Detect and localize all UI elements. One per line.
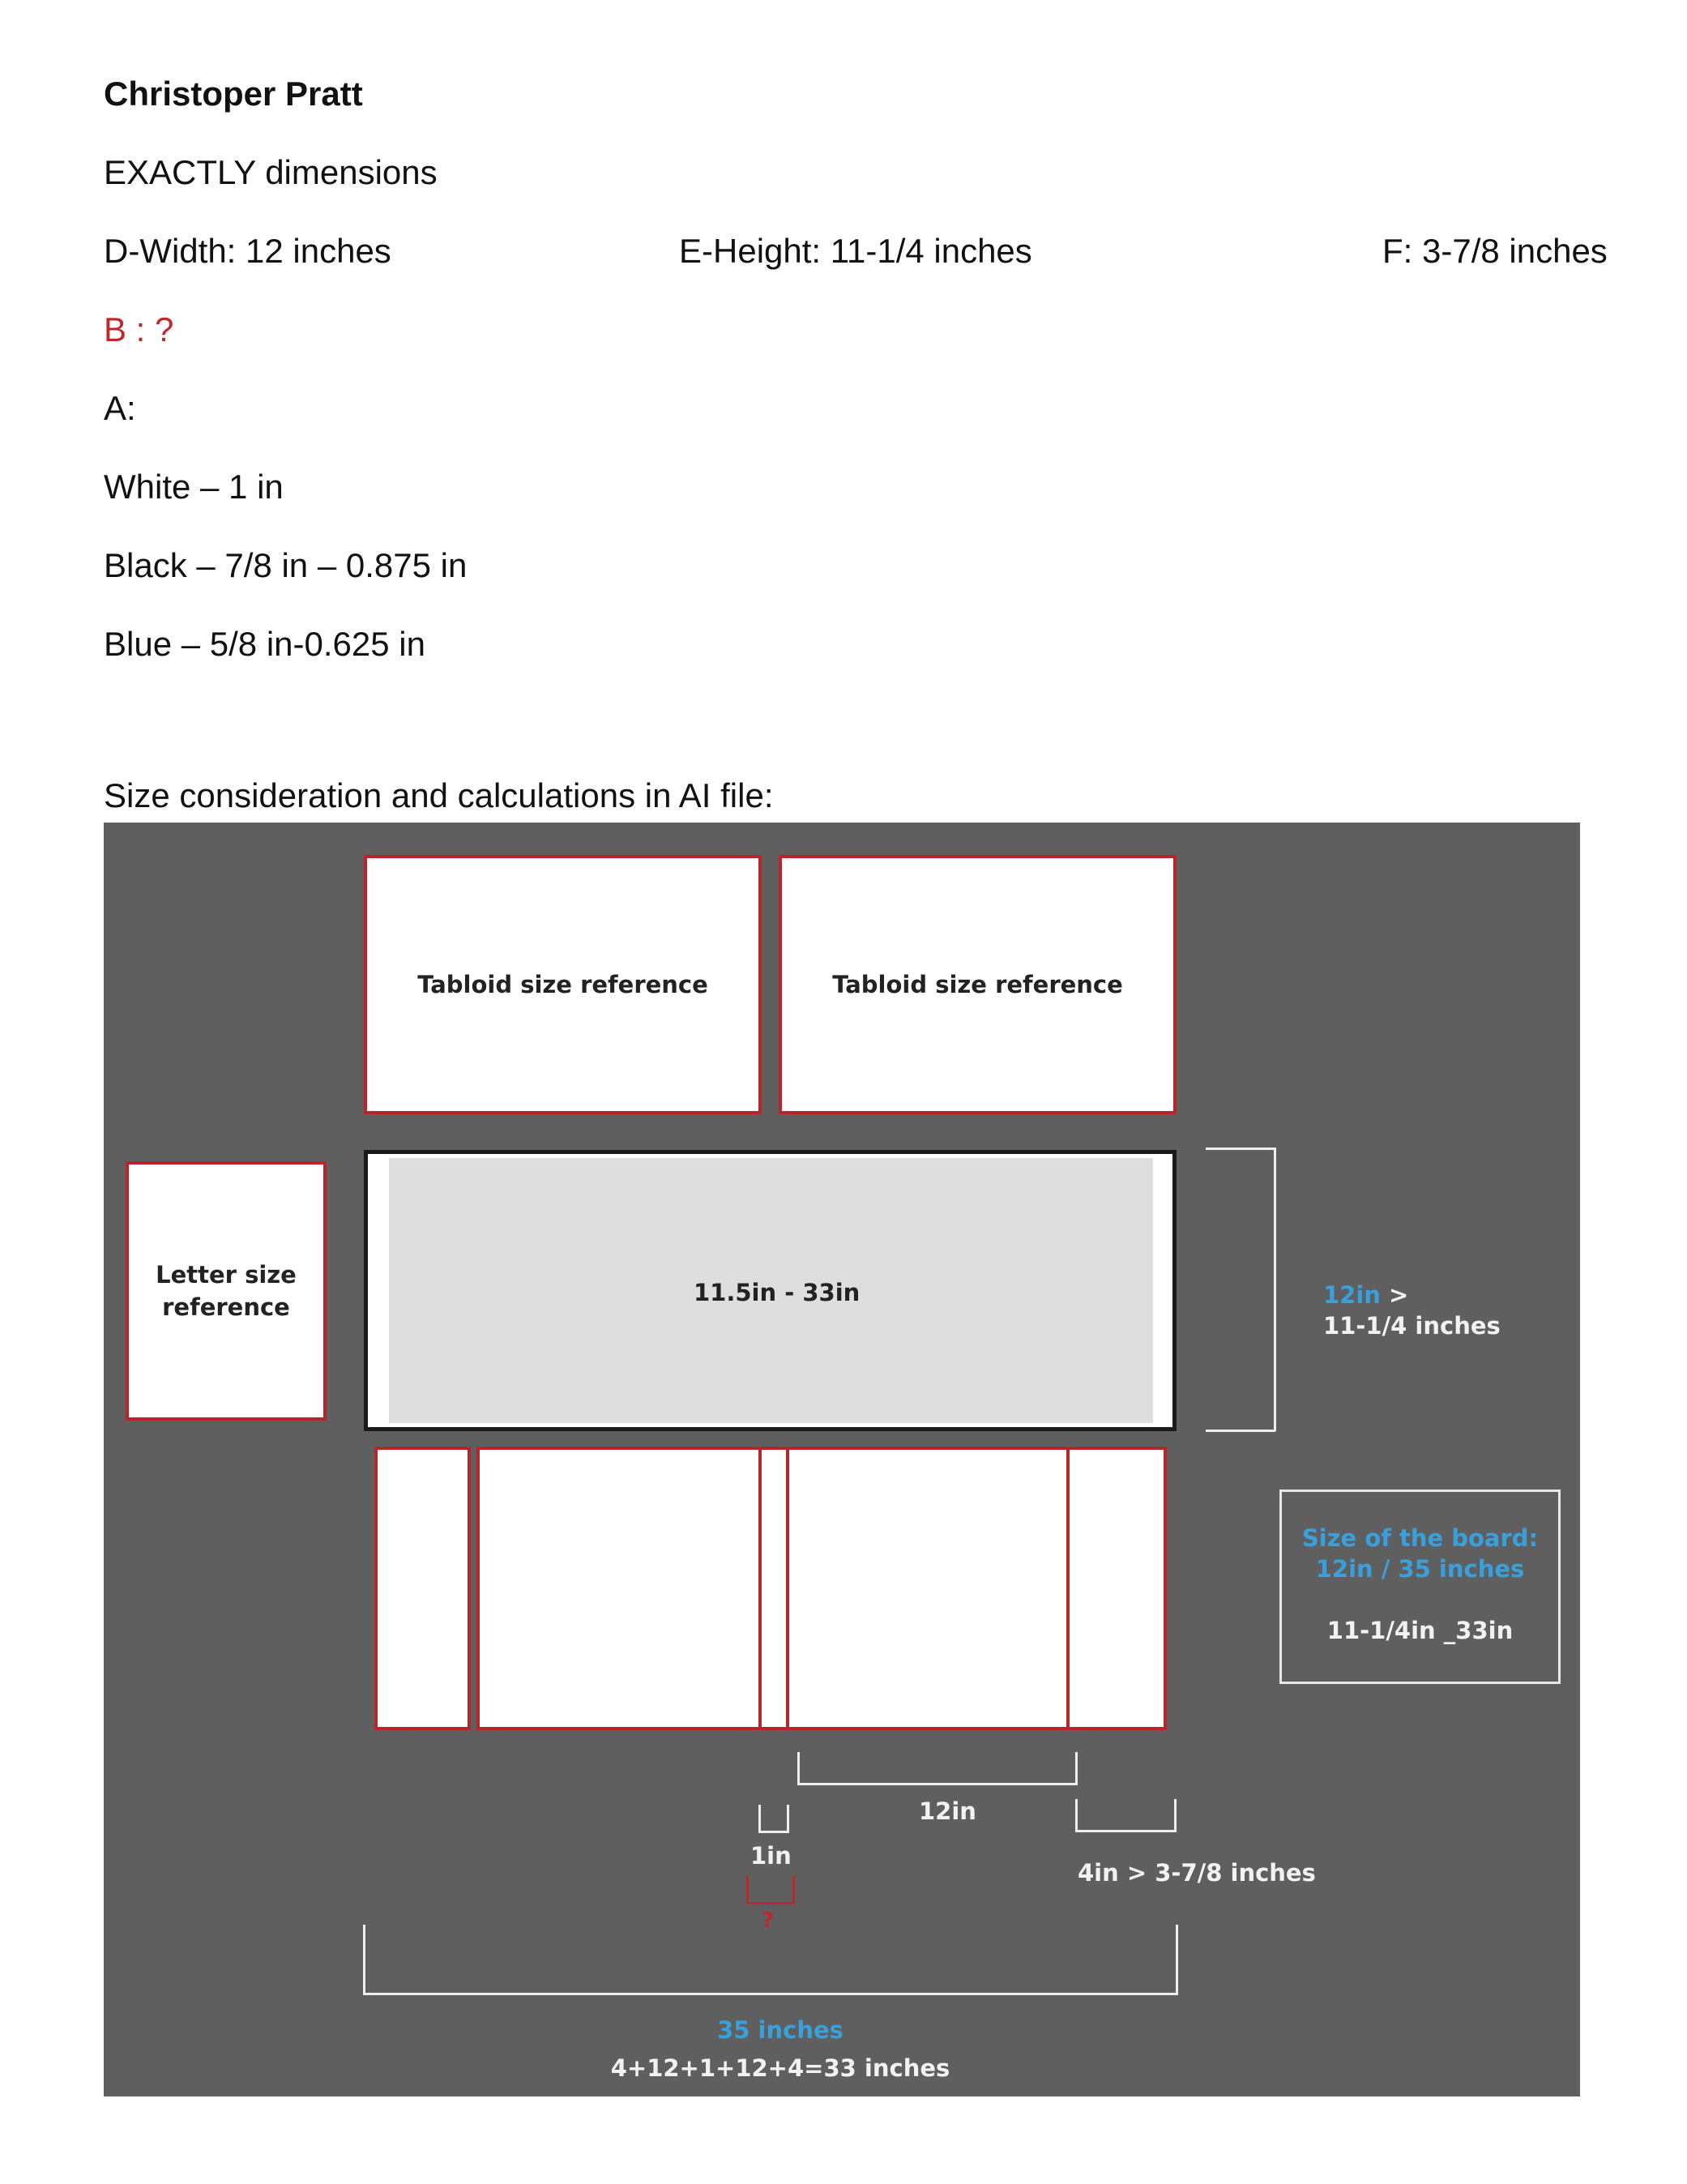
total-blue-label: 35 inches — [717, 2016, 844, 2044]
bracket-b-bottom — [746, 1902, 795, 1904]
label-4in: 4in > 3-7/8 inches — [1078, 1859, 1316, 1887]
height-blue-value: 12in — [1323, 1281, 1381, 1309]
total-sum-label: 4+12+1+12+4=33 inches — [610, 2054, 950, 2082]
label-12in: 12in — [919, 1797, 976, 1825]
tabloid-right-label: Tabloid size reference — [832, 971, 1123, 998]
height-arrow: > — [1380, 1281, 1409, 1309]
label-question: ? — [762, 1908, 775, 1933]
bracket-1in-right — [787, 1805, 789, 1832]
bracket-12in-left — [797, 1752, 800, 1784]
letter-reference — [126, 1161, 327, 1421]
bracket-12in-bottom — [797, 1783, 1078, 1785]
section-heading: Size consideration and calculations in AI file: — [104, 776, 774, 814]
color-white-line: White – 1 in — [104, 468, 284, 506]
tabloid-reference-left — [364, 855, 762, 1114]
height-bracket-side — [1274, 1148, 1276, 1431]
height-bracket-bottom — [1206, 1430, 1275, 1432]
tabloid-left-label: Tabloid size reference — [417, 971, 708, 998]
board-size-line2: 12in / 35 inches — [1315, 1555, 1525, 1583]
bracket-b-left — [746, 1876, 749, 1904]
subtitle: EXACTLY dimensions — [104, 153, 438, 191]
b-line: B : ? — [104, 310, 174, 348]
height-note-line1 — [1323, 1281, 1408, 1309]
bracket-total-right — [1176, 1925, 1178, 1994]
f-line: F: 3-7/8 inches — [1382, 232, 1608, 270]
main-size-label: 11.5in - 33in — [694, 1279, 861, 1306]
letter-label-line2: reference — [162, 1293, 290, 1321]
author-name: Christoper Pratt — [104, 75, 363, 113]
panel-face-left — [476, 1447, 764, 1730]
bracket-total-left — [363, 1925, 365, 1994]
color-blue-line: Blue – 5/8 in-0.625 in — [104, 625, 425, 663]
bracket-b-right — [792, 1876, 795, 1904]
diagram-panel — [104, 823, 1580, 2096]
board-size-line1: Size of the board: — [1301, 1524, 1539, 1552]
panel-flap-right — [1066, 1447, 1167, 1730]
bracket-total-bottom — [363, 1993, 1178, 1995]
bracket-1in-left — [758, 1805, 761, 1832]
panel-flap-left — [374, 1447, 471, 1730]
e-height-line: E-Height: 11-1/4 inches — [679, 232, 1032, 270]
color-black-line: Black – 7/8 in – 0.875 in — [104, 546, 468, 584]
bracket-12in-right — [1075, 1752, 1078, 1784]
height-bracket-top — [1206, 1148, 1275, 1150]
bracket-4in-right — [1174, 1799, 1177, 1831]
a-line: A: — [104, 389, 136, 427]
board-size-line3: 11-1/4in _33in — [1326, 1617, 1514, 1644]
tabloid-reference-right — [779, 855, 1177, 1114]
d-width-line: D-Width: 12 inches — [104, 232, 391, 270]
bracket-4in-left — [1075, 1799, 1078, 1831]
board-size-box — [1279, 1489, 1561, 1684]
panel-face-right — [786, 1447, 1070, 1730]
height-note-line2: 11-1/4 inches — [1323, 1312, 1501, 1340]
bracket-1in-bottom — [758, 1831, 789, 1833]
bracket-4in-bottom — [1075, 1830, 1177, 1832]
label-1in: 1in — [750, 1842, 792, 1870]
letter-label-line1: Letter size — [156, 1261, 297, 1289]
